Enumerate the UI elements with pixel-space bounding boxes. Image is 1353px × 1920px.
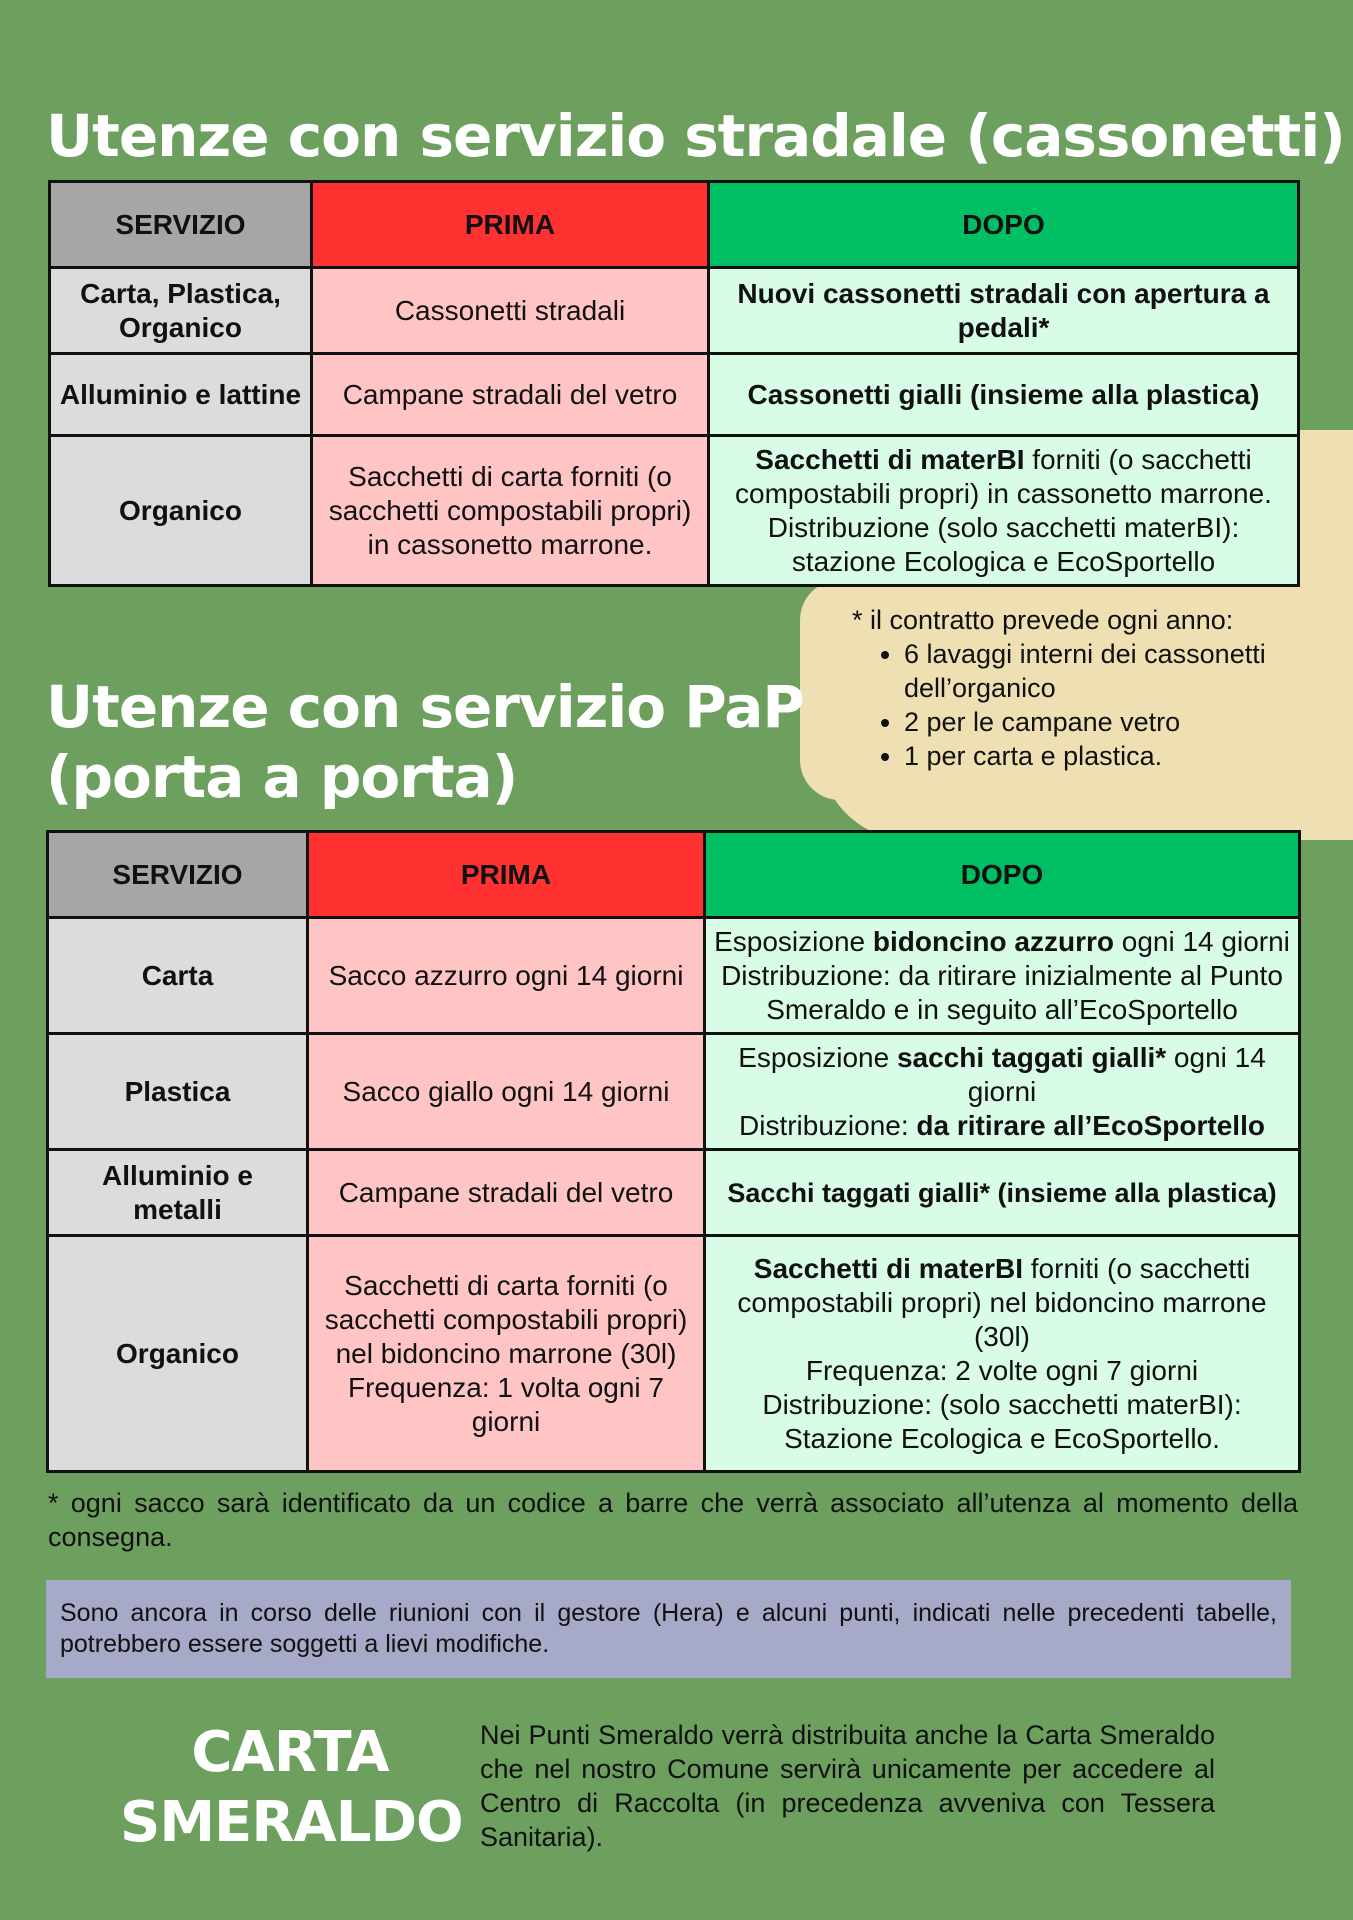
servizio-cell: Organico xyxy=(48,1236,308,1472)
table-header-row xyxy=(48,832,1300,918)
prima-cell: Cassonetti stradali xyxy=(312,268,709,354)
header-servizio: SERVIZIO xyxy=(50,182,312,268)
dopo-cell xyxy=(705,918,1300,1034)
table-row xyxy=(48,1150,1300,1236)
prima-text: Sacchetti di carta forniti (o sacchetti compostabili propri) nel bidoncino marrone (30l) xyxy=(324,1269,688,1369)
header-servizio: SERVIZIO xyxy=(48,832,308,918)
prima-cell: Campane stradali del vetro xyxy=(308,1150,705,1236)
prima-cell: Sacchetti di carta forniti (o sacchetti compostabili propri) in cassonetto marrone. xyxy=(312,436,709,586)
table-row xyxy=(50,268,1299,354)
table-row xyxy=(50,436,1299,586)
dopo-bold-text: bidoncino azzurro xyxy=(872,925,1114,957)
carta-smeraldo-text: Nei Punti Smeraldo verrà distribuita anche la Carta Smeraldo che nel nostro Comune servirà unicamente per accedere al Centro di Raccolta (in precedenza avveniva con Tessera Sanitaria). xyxy=(480,1720,1215,1852)
table-row xyxy=(48,1034,1300,1150)
servizio-cell: Plastica xyxy=(48,1034,308,1150)
dopo-cell xyxy=(705,1236,1300,1472)
servizio-cell: Alluminio e lattine xyxy=(50,354,312,436)
table-pap xyxy=(46,830,1301,1473)
dopo-text: Frequenza: 2 volte ogni 7 giorni xyxy=(805,1354,1199,1386)
table-row xyxy=(50,354,1299,436)
table-header-row xyxy=(50,182,1299,268)
dopo-bold-text: sacchi taggati gialli* xyxy=(896,1041,1167,1073)
dopo-bold-text: Sacchetti di materBI xyxy=(755,443,1025,475)
list-item: • 2 per le campane vetro xyxy=(904,705,1322,739)
dopo-bold-text: Cassonetti gialli (insieme alla plastica) xyxy=(747,378,1260,410)
table-stradale xyxy=(48,180,1300,587)
section2-title-line1: Utenze con servizio PaP xyxy=(46,673,804,741)
list-item: • 6 lavaggi interni dei cassonetti dell’organico xyxy=(904,637,1322,705)
table-row xyxy=(48,1236,1300,1472)
info-box: Sono ancora in corso delle riunioni con il gestore (Hera) e alcuni punti, indicati nelle precedenti tabelle, potrebbero essere soggetti a lievi modifiche. xyxy=(46,1580,1291,1678)
section1-title: Utenze con servizio stradale (cassonetti) xyxy=(46,102,1345,170)
carta-title-line2: SMERALDO xyxy=(120,1790,463,1855)
carta-smeraldo-title xyxy=(120,1718,463,1858)
servizio-cell: Carta, Plastica, Organico xyxy=(50,268,312,354)
dopo-bold-text: Sacchi taggati gialli* (insieme alla plastica) xyxy=(727,1177,1277,1208)
carta-title-line1: CARTA xyxy=(191,1720,389,1785)
servizio-cell: Alluminio e metalli xyxy=(48,1150,308,1236)
header-dopo: DOPO xyxy=(709,182,1299,268)
section2-title xyxy=(46,672,804,812)
dopo-text: forniti (o sacchetti compostabili propri) in cassonetto marrone. Distribuzione (solo sacchetti materBI): stazione Ecologica e EcoSportello xyxy=(735,443,1272,577)
prima-cell: Campane stradali del vetro xyxy=(312,354,709,436)
contract-note-list xyxy=(852,637,1322,773)
list-item: • 1 per carta e plastica. xyxy=(904,739,1322,773)
dopo-cell xyxy=(709,436,1299,586)
servizio-cell: Organico xyxy=(50,436,312,586)
dopo-text: forniti (o sacchetti compostabili propri) nel bidoncino marrone (30l) xyxy=(737,1252,1267,1352)
dopo-text: Distribuzione: (solo sacchetti materBI): Stazione Ecologica e EcoSportello. xyxy=(762,1388,1242,1454)
header-prima: PRIMA xyxy=(308,832,705,918)
dopo-bold-text: da ritirare all’EcoSportello xyxy=(916,1109,1265,1141)
dopo-cell xyxy=(709,268,1299,354)
table-row xyxy=(48,918,1300,1034)
dopo-cell xyxy=(705,1034,1300,1150)
dopo-cell xyxy=(709,354,1299,436)
dopo-text: Esposizione xyxy=(714,925,873,957)
dopo-text: Distribuzione: xyxy=(739,1109,917,1141)
prima-cell xyxy=(308,1236,705,1472)
prima-text: Frequenza: 1 volta ogni 7 giorni xyxy=(348,1371,664,1437)
contract-note xyxy=(852,603,1322,773)
footnote: * ogni sacco sarà identificato da un codice a barre che verrà associato all’utenza al momento della consegna. xyxy=(48,1488,1298,1552)
prima-cell: Sacco giallo ogni 14 giorni xyxy=(308,1034,705,1150)
header-dopo: DOPO xyxy=(705,832,1300,918)
header-prima: PRIMA xyxy=(312,182,709,268)
dopo-text: ogni 14 giorni Distribuzione: da ritirare inizialmente al Punto Smeraldo e in seguito all’EcoSportello xyxy=(721,925,1290,1025)
section2-title-line2: (porta a porta) xyxy=(46,743,518,811)
dopo-bold-text: Sacchetti di materBI xyxy=(753,1252,1023,1284)
dopo-text: ogni 14 giorni xyxy=(967,1041,1266,1107)
dopo-cell xyxy=(705,1150,1300,1236)
dopo-text: Esposizione xyxy=(738,1041,897,1073)
servizio-cell: Carta xyxy=(48,918,308,1034)
dopo-bold-text: Nuovi cassonetti stradali con apertura a pedali* xyxy=(737,277,1270,343)
contract-note-intro: * il contratto prevede ogni anno: xyxy=(852,605,1234,635)
prima-cell: Sacco azzurro ogni 14 giorni xyxy=(308,918,705,1034)
